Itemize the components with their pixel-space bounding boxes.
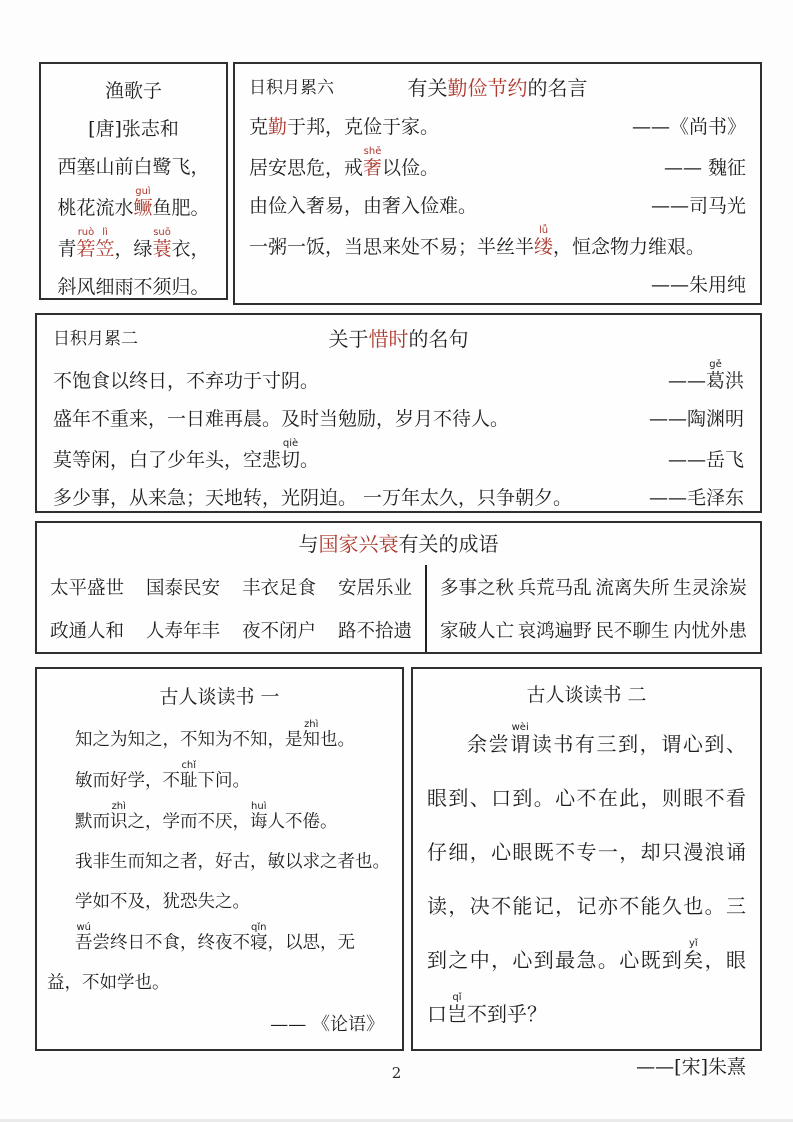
idiom: 安居乐业 bbox=[337, 577, 412, 599]
section-label: 日积月累六 bbox=[249, 78, 334, 98]
reading-one-title: 古人谈读书 一 bbox=[159, 686, 280, 708]
idiom: 家破人亡 bbox=[440, 621, 515, 643]
poem-line: 西塞山前白鹭飞， bbox=[57, 156, 210, 178]
idioms-left-column bbox=[37, 565, 427, 652]
quote-text: 克勤于邦，克俭于家。 bbox=[249, 116, 440, 138]
idiom: 流离失所 bbox=[595, 577, 670, 599]
reading-two-title: 古人谈读书 二 bbox=[526, 684, 647, 706]
reading-two-attribution: ——[宋]朱熹 bbox=[636, 1056, 746, 1078]
box-header bbox=[53, 319, 744, 359]
quotes-box-thrift bbox=[233, 62, 762, 305]
page-number: 2 bbox=[391, 1064, 402, 1082]
quote-text: 居安思危，戒奢shē以俭。 bbox=[249, 146, 440, 179]
quote-row bbox=[53, 400, 744, 438]
idioms-box bbox=[35, 521, 762, 654]
quote-text: 莫等闲，白了少年头，空悲切qiè。 bbox=[53, 438, 320, 471]
quote-text: 盛年不重来，一日难再晨。及时当勉励，岁月不待人。 bbox=[53, 408, 510, 430]
reading-line: 益，不如学也。 bbox=[47, 973, 170, 993]
poem-title: 渔歌子 bbox=[104, 80, 162, 102]
idiom: 丰衣足食 bbox=[241, 577, 316, 599]
quote-attribution: ——葛gě洪 bbox=[667, 359, 744, 392]
idiom: 多事之秋 bbox=[440, 577, 515, 599]
idiom: 生灵涂炭 bbox=[672, 577, 747, 599]
idiom-row bbox=[440, 574, 747, 600]
reading-two-paragraph: 余尝谓wèi读书有三到，谓心到、眼到、口到。心不在此，则眼不看仔细，心眼既不专一，却只漫浪诵读，决不能记，记亦不能久也。三到之中，心到最急。心既到矣yǐ，眼口岂qǐ不到乎？ bbox=[427, 722, 747, 1026]
idiom: 人寿年丰 bbox=[145, 621, 220, 643]
quote-row bbox=[53, 479, 744, 517]
reading-line: 知之为知之，不知为不知，是知zhì也。 bbox=[75, 719, 355, 750]
quote-attribution: ——司马光 bbox=[650, 195, 746, 217]
reading-line: 我非生而知之者，好古，敏以求之者也。 bbox=[75, 852, 390, 872]
idioms-right-column bbox=[427, 565, 760, 652]
quote-row bbox=[249, 108, 746, 146]
section-title: 有关勤俭节约的名言 bbox=[407, 76, 588, 100]
quote-row bbox=[53, 359, 744, 400]
reading-line: 学如不及，犹恐失之。 bbox=[75, 892, 250, 912]
reading-box-two bbox=[411, 667, 762, 1078]
idiom: 路不拾遗 bbox=[337, 621, 412, 643]
section-title: 关于惜时的名句 bbox=[328, 327, 469, 351]
quote-text: 多少事，从来急；天地转，光阴迫。 一万年太久，只争朝夕。 bbox=[53, 487, 573, 509]
quote-row bbox=[249, 187, 746, 225]
poem-box-yugezi bbox=[39, 62, 228, 300]
quote-attribution: ——陶渊明 bbox=[648, 408, 744, 430]
quote-attribution: ——毛泽东 bbox=[648, 487, 744, 509]
quote-attribution: —— 魏征 bbox=[663, 157, 746, 179]
reading-line: 吾wú尝终日不食，终夜不寝qǐn，以思，无 bbox=[75, 922, 355, 953]
reading-line: 敏而好学，不耻chǐ下问。 bbox=[75, 760, 250, 791]
idiom: 夜不闭户 bbox=[241, 621, 316, 643]
poem-line: 青箬ruò笠lì，绿蓑suō衣， bbox=[57, 227, 210, 260]
idiom: 太平盛世 bbox=[50, 577, 125, 599]
idiom: 民不聊生 bbox=[595, 621, 670, 643]
reading-line: 默而识zhì之，学而不厌，诲huì人不倦。 bbox=[75, 801, 338, 832]
idiom: 内忧外患 bbox=[672, 621, 747, 643]
quote-text: 一粥一饭，当思来处不易；半丝半缕lǚ，恒念物力维艰。 bbox=[249, 225, 706, 258]
quote-row bbox=[249, 225, 746, 266]
idiom: 兵荒马乱 bbox=[517, 577, 592, 599]
poem-line: 桃花流水鳜guì鱼肥。 bbox=[57, 186, 210, 219]
quotes-box-time bbox=[35, 313, 762, 513]
reading-box-one bbox=[35, 667, 404, 1051]
quote-attribution: ——《尚书》 bbox=[631, 116, 746, 138]
quote-attribution: ——岳飞 bbox=[667, 449, 744, 471]
idioms-columns bbox=[37, 565, 760, 652]
quote-row bbox=[249, 266, 746, 304]
quote-row bbox=[249, 146, 746, 187]
quote-text: 不饱食以终日，不弃功于寸阴。 bbox=[53, 370, 320, 392]
poem-author: [唐]张志和 bbox=[88, 118, 179, 140]
idiom: 哀鸿遍野 bbox=[517, 621, 592, 643]
idiom: 国泰民安 bbox=[145, 577, 220, 599]
box-header bbox=[249, 68, 746, 108]
idiom-row bbox=[440, 617, 747, 643]
quote-row bbox=[53, 438, 744, 479]
idioms-title: 与国家兴衰有关的成语 bbox=[298, 532, 499, 556]
idiom: 政通人和 bbox=[50, 621, 125, 643]
quote-text: 由俭入奢易，由奢入俭难。 bbox=[249, 195, 478, 217]
idiom-row bbox=[50, 574, 412, 600]
idiom-row bbox=[50, 617, 412, 643]
quote-attribution: ——朱用纯 bbox=[650, 274, 746, 296]
section-label: 日积月累二 bbox=[53, 329, 138, 349]
reading-one-attribution: —— 《论语》 bbox=[270, 1014, 384, 1035]
poem-line: 斜风细雨不须归。 bbox=[57, 276, 210, 298]
